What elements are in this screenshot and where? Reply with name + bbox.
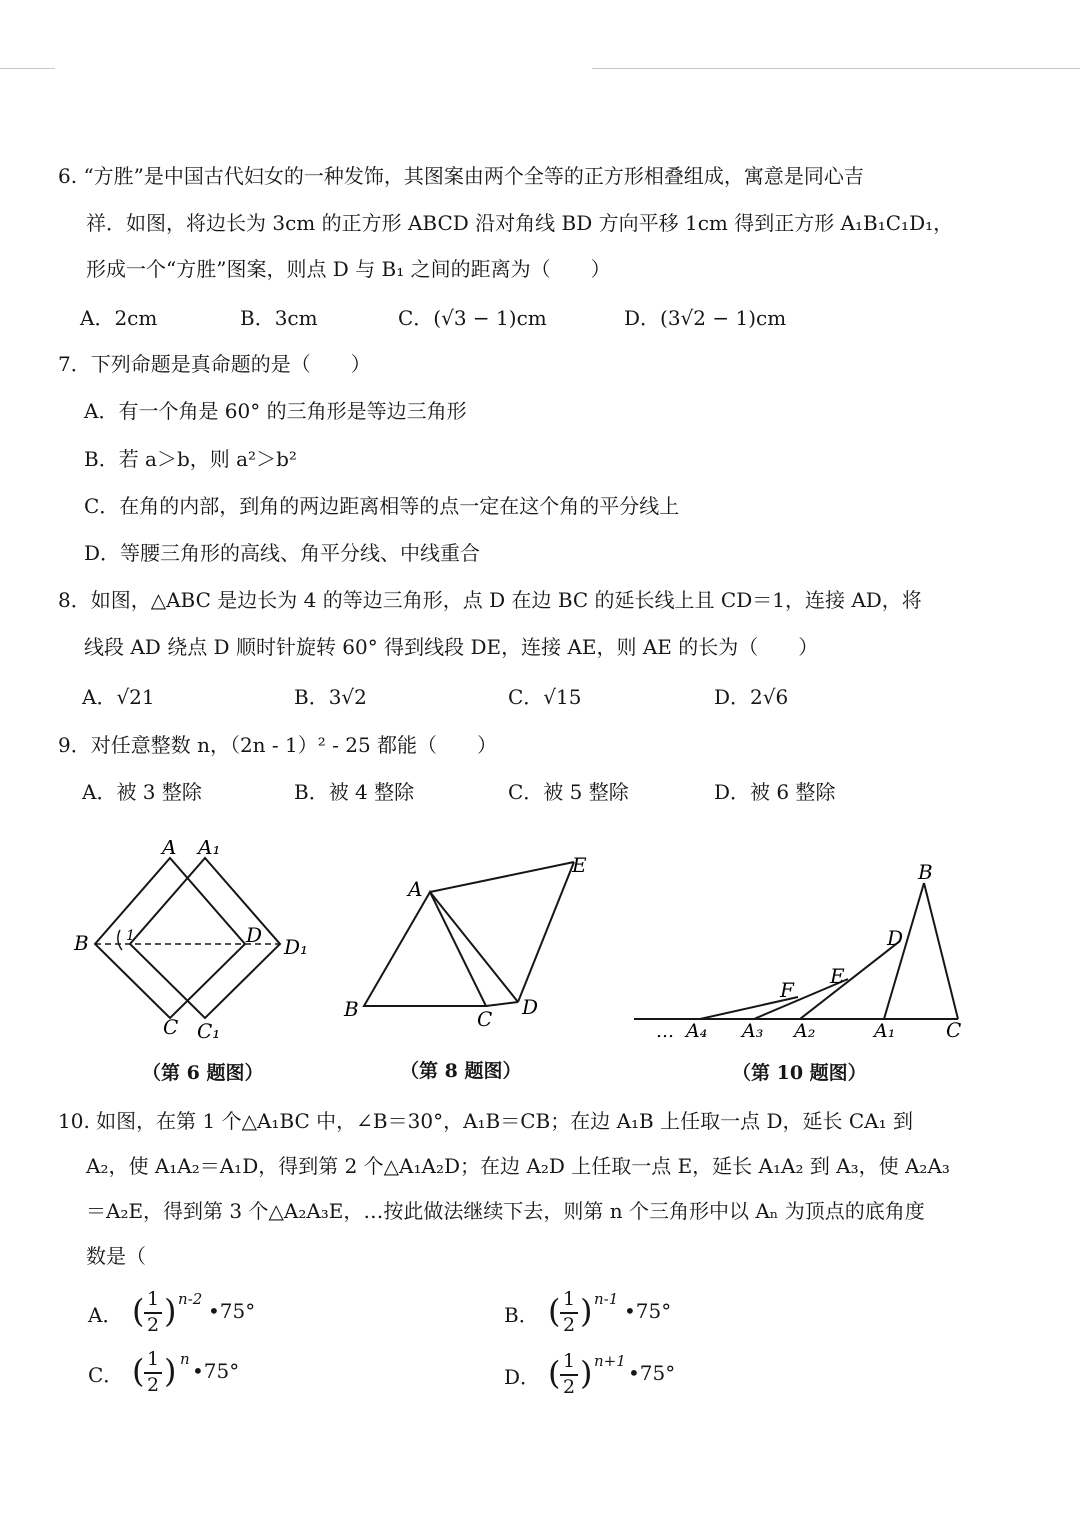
- left-paren: (: [548, 1292, 561, 1330]
- figure-8-caption: （第 8 题图）: [400, 1060, 522, 1082]
- q7-option-d[interactable]: D．等腰三角形的高线、角平分线、中线重合: [84, 541, 481, 565]
- label-a3: A₃: [742, 1020, 764, 1042]
- fraction-numerator: 1: [562, 1288, 576, 1310]
- q7-option-b[interactable]: B．若 a＞b，则 a²＞b²: [84, 447, 297, 471]
- right-paren: ): [580, 1354, 593, 1392]
- q7-option-a[interactable]: A．有一个角是 60° 的三角形是等边三角形: [84, 399, 467, 423]
- q10-line-3: ＝A₂E，得到第 3 个△A₂A₃E，…按此做法继续下去，则第 n 个三角形中以 Aₙ 为顶点的底角度: [86, 1199, 925, 1223]
- q8-option-b[interactable]: B．3√2: [294, 685, 367, 709]
- fraction-denominator: 2: [146, 1314, 160, 1336]
- coefficient: •75°: [192, 1359, 240, 1383]
- label-1: 1: [126, 928, 135, 944]
- fraction-numerator: 1: [562, 1350, 576, 1372]
- coefficient: •75°: [628, 1361, 676, 1385]
- label-a4: A₄: [686, 1020, 708, 1042]
- label-d: D: [246, 923, 263, 947]
- label-a1: A₁: [198, 840, 221, 859]
- q6-line-2: 祥．如图，将边长为 3cm 的正方形 ABCD 沿对角线 BD 方向平移 1cm 得到正方形 A₁B₁C₁D₁，: [86, 211, 954, 235]
- label-c1: C₁: [197, 1019, 221, 1043]
- triangle-abc: [364, 892, 486, 1006]
- q10-option-b[interactable]: [504, 1288, 704, 1338]
- q6-option-d[interactable]: D．(3√2 − 1)cm: [624, 306, 787, 330]
- q10-line-2: A₂，使 A₁A₂＝A₁D，得到第 2 个△A₁A₂D；在边 A₂D 上任取一点 E，延长 A₁A₂ 到 A₃，使 A₂A₃: [86, 1154, 950, 1178]
- label-a1: A₁: [874, 1020, 896, 1042]
- exponent: n+1: [594, 1352, 626, 1370]
- q10-option-d[interactable]: [504, 1350, 704, 1400]
- coefficient: •75°: [624, 1299, 672, 1323]
- left-paren: (: [132, 1352, 145, 1390]
- left-paren: (: [548, 1354, 561, 1392]
- top-rule-left: [0, 68, 55, 69]
- label-dots: …: [656, 1021, 674, 1042]
- exponent: n-2: [178, 1290, 203, 1308]
- option-letter: B．: [504, 1303, 539, 1327]
- label-d: D: [522, 995, 539, 1019]
- q7-stem: 7．下列命题是真命题的是（ ）: [58, 352, 371, 376]
- label-a: A: [408, 877, 423, 901]
- label-c: C: [163, 1015, 179, 1039]
- top-rule-right: [592, 68, 1080, 69]
- segment-de: [518, 862, 574, 1002]
- label-c: C: [946, 1018, 962, 1042]
- q6-line-3: 形成一个“方胜”图案，则点 D 与 B₁ 之间的距离为（ ）: [86, 257, 611, 281]
- fraction-denominator: 2: [146, 1374, 160, 1396]
- figure-6-caption: （第 6 题图）: [142, 1062, 264, 1084]
- exponent: n-1: [594, 1290, 619, 1308]
- fraction-numerator: 1: [146, 1348, 160, 1370]
- right-paren: ): [580, 1292, 593, 1330]
- label-f: F: [780, 978, 794, 1002]
- figure-8-diagram: [340, 850, 600, 1030]
- right-paren: ): [164, 1352, 177, 1390]
- q10-line-1: 10. 如图，在第 1 个△A₁BC 中，∠B＝30°，A₁B＝CB；在边 A₁B 上任取一点 D，延长 CA₁ 到: [58, 1109, 913, 1133]
- q8-option-a[interactable]: A．√21: [82, 685, 155, 709]
- label-e: E: [830, 964, 845, 988]
- q6-option-b[interactable]: B．3cm: [240, 306, 318, 330]
- q9-option-b[interactable]: B．被 4 整除: [294, 780, 415, 804]
- label-b: B: [918, 860, 933, 884]
- q8-option-c[interactable]: C．√15: [508, 685, 582, 709]
- label-e: E: [572, 853, 587, 877]
- figure-10-caption: （第 10 题图）: [732, 1062, 867, 1084]
- option-letter: C．: [88, 1363, 124, 1387]
- q10-option-c[interactable]: [88, 1348, 288, 1398]
- exponent: n: [180, 1350, 190, 1368]
- q9-stem: 9．对任意整数 n，（2n - 1）² - 25 都能（ ）: [58, 733, 498, 757]
- q8-line-1: 8．如图，△ABC 是边长为 4 的等边三角形，点 D 在边 BC 的延长线上且 CD＝1，连接 AD，将: [58, 588, 922, 612]
- fraction-denominator: 2: [562, 1376, 576, 1398]
- segment-a1b: [884, 883, 924, 1019]
- segment-ad: [430, 892, 518, 1002]
- fraction-denominator: 2: [562, 1314, 576, 1336]
- q6-option-c[interactable]: C．(√3 − 1)cm: [398, 306, 547, 330]
- q7-option-c[interactable]: C．在角的内部，到角的两边距离相等的点一定在这个角的平分线上: [84, 494, 680, 518]
- q9-option-a[interactable]: A．被 3 整除: [82, 780, 202, 804]
- fraction-numerator: 1: [146, 1288, 160, 1310]
- label-a2: A₂: [794, 1020, 816, 1042]
- q9-option-d[interactable]: D．被 6 整除: [714, 780, 836, 804]
- q8-option-d[interactable]: D．2√6: [714, 685, 789, 709]
- right-paren: ): [164, 1292, 177, 1330]
- q9-option-c[interactable]: C．被 5 整除: [508, 780, 629, 804]
- label-d: D: [887, 926, 904, 950]
- angle-mark: [118, 930, 122, 950]
- q6-option-a[interactable]: A．2cm: [80, 306, 158, 330]
- label-d1: D₁: [284, 935, 309, 959]
- label-a: A: [162, 840, 177, 859]
- coefficient: •75°: [208, 1299, 256, 1323]
- label-b: B: [74, 931, 89, 955]
- option-letter: D．: [504, 1365, 541, 1389]
- q10-option-a[interactable]: [88, 1288, 288, 1338]
- q10-line-4: 数是（: [86, 1244, 146, 1268]
- figure-10-diagram: [630, 855, 980, 1050]
- left-paren: (: [132, 1292, 145, 1330]
- label-c: C: [477, 1007, 493, 1030]
- label-b: B: [344, 997, 359, 1021]
- segment-bc: [924, 883, 958, 1019]
- segment-ae: [430, 862, 574, 892]
- segment-cd: [486, 1002, 518, 1006]
- segment-a2d: [800, 941, 900, 1019]
- option-letter: A．: [88, 1303, 123, 1327]
- q8-line-2: 线段 AD 绕点 D 顺时针旋转 60° 得到线段 DE，连接 AE，则 AE 的长为（ ）: [84, 635, 819, 659]
- q6-line-1: 6. “方胜”是中国古代妇女的一种发饰，其图案由两个全等的正方形相叠组成，寓意是同心吉: [58, 164, 864, 188]
- figure-6-diagram: [60, 840, 330, 1050]
